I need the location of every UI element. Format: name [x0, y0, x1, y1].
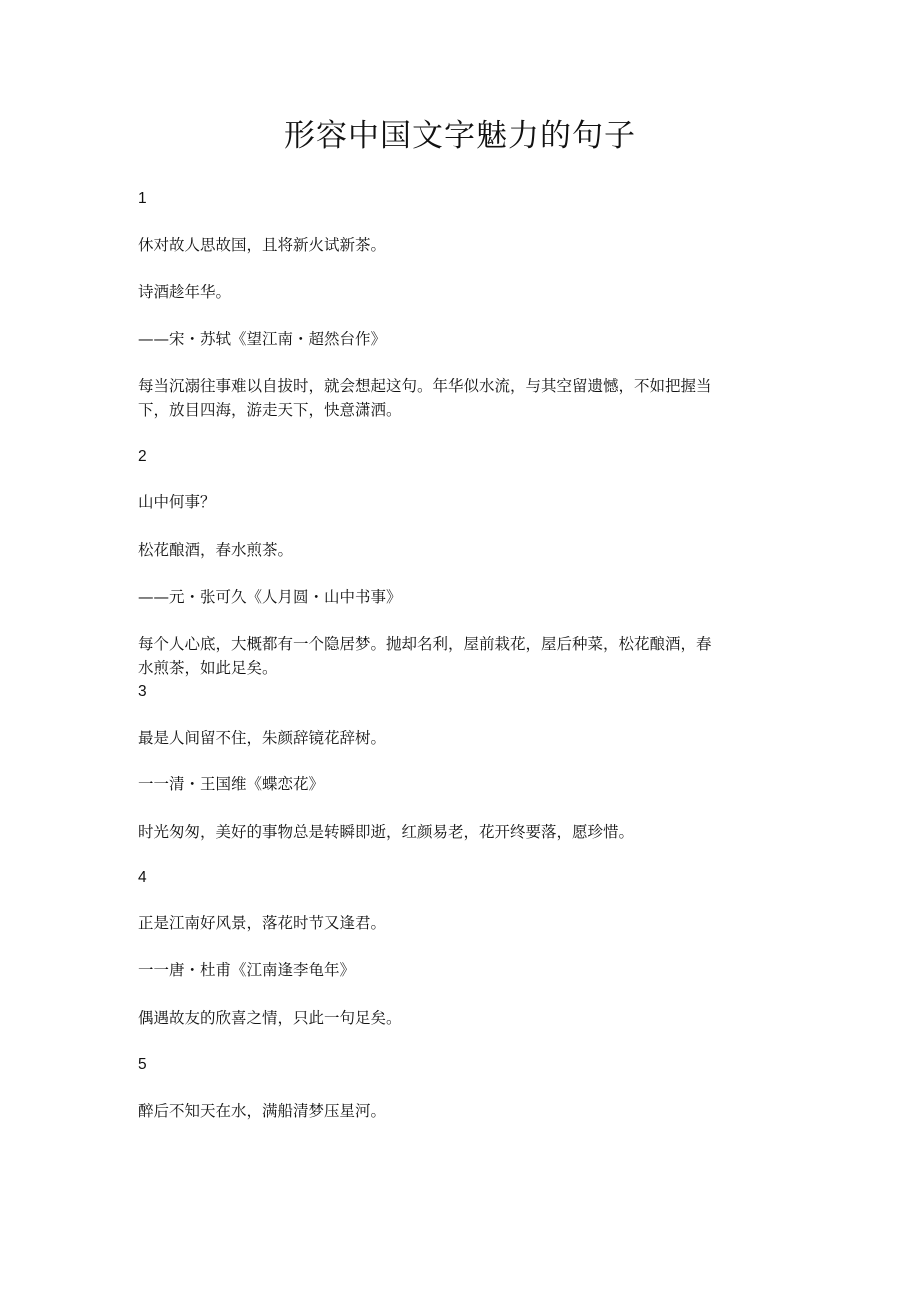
comment-line: 下，放目四海，游走天下，快意潇洒。 [138, 401, 402, 419]
comment-line: 时光匆匆，美好的事物总是转瞬即逝，红颜易老，花开终要落，愿珍惜。 [138, 823, 635, 841]
comment-line: 每个人心底，大概都有一个隐居梦。抛却名利，屋前栽花，屋后种菜，松花酿酒，春 [138, 635, 712, 653]
section-number: 5 [138, 1056, 147, 1073]
comment-line: 偶遇故友的欣喜之情，只此一句足矣。 [138, 1009, 402, 1027]
comment-line: 水煎茶，如此足矣。 [138, 659, 278, 677]
verse-line: 休对故人思故国，且将新火试新茶。 [138, 236, 387, 254]
verse-line: 最是人间留不住，朱颜辞镜花辞树。 [138, 729, 387, 747]
verse-line: 松花酿酒，春水煎茶。 [138, 541, 294, 559]
verse-line: 醉后不知天在水，满船清梦压星河。 [138, 1102, 387, 1120]
source-line: ——元・张可久《人月圆・山中书事》 [138, 588, 402, 606]
source-line: ——宋・苏轼《望江南・超然台作》 [138, 330, 387, 348]
section-number: 4 [138, 869, 147, 886]
source-line: 一一清・王国维《蝶恋花》 [138, 775, 325, 793]
section-number: 2 [138, 448, 147, 465]
page-title: 形容中国文字魅力的句子 [284, 118, 636, 154]
verse-line: 诗酒趁年华。 [138, 283, 232, 301]
comment-line: 每当沉溺往事难以自拔时，就会想起这句。年华似水流，与其空留遗憾，不如把握当 [138, 377, 712, 395]
section-number: 3 [138, 683, 147, 700]
verse-line: 山中何事？ [138, 493, 216, 511]
section-number: 1 [138, 190, 147, 207]
verse-line: 正是江南好风景，落花时节又逢君。 [138, 914, 387, 932]
source-line: 一一唐・杜甫《江南逢李龟年》 [138, 961, 356, 979]
